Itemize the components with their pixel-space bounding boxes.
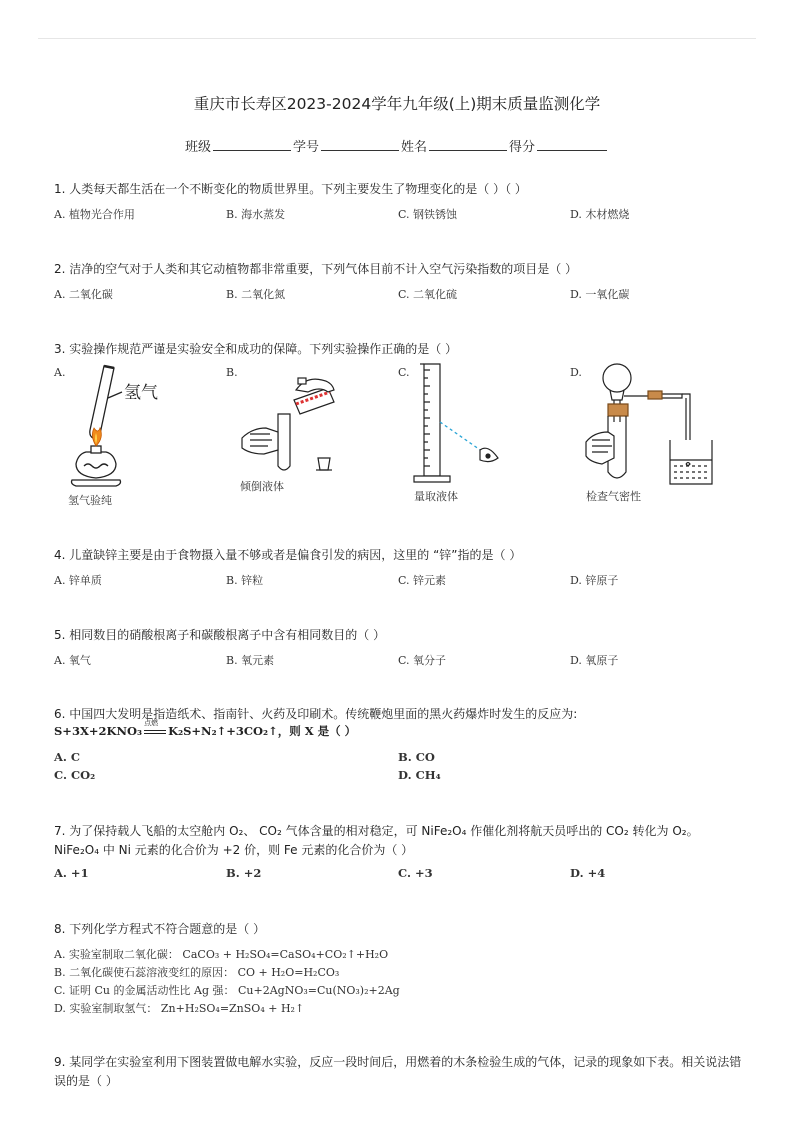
hydrogen-purity-test-illustration xyxy=(64,362,174,490)
page-title: 重庆市长寿区2023-2024学年九年级(上)期末质量监测化学 xyxy=(193,95,601,113)
q6-equation xyxy=(54,719,357,739)
student-info-line xyxy=(0,136,794,155)
hydrogen-tube-label: 氢气 xyxy=(124,383,158,403)
top-divider xyxy=(38,38,756,39)
q4-option-b[interactable]: B. 锌粒 xyxy=(226,574,264,587)
name-label: 姓名 xyxy=(401,140,428,155)
question-8-stem: 8. 下列化学方程式不符合题意的是（ ） xyxy=(54,922,266,936)
q6-option-b[interactable]: B. CO xyxy=(398,750,435,764)
student-id-blank[interactable] xyxy=(321,138,399,151)
q5-option-d[interactable]: D. 氧原子 xyxy=(570,654,619,667)
score-label: 得分 xyxy=(509,140,536,155)
q6-condition: 点燃 xyxy=(144,719,159,727)
q6-equation-arrow xyxy=(142,719,168,738)
q3-caption-b: 倾倒液体 xyxy=(240,480,284,493)
q6-equation-left: S+3X+2KNO₃ xyxy=(54,724,143,738)
question-7-stem-line-2: NiFe₂O₄ 中 Ni 元素的化合价为 +2 价，则 Fe 元素的化合价为（ ） xyxy=(54,843,414,857)
airtightness-test-illustration xyxy=(584,360,720,488)
question-4-stem: 4. 儿童缺锌主要是由于食物摄入量不够或者是偏食引发的病因，这里的 “锌”指的是（ ） xyxy=(54,548,522,562)
question-3-stem: 3. 实验操作规范严谨是实验安全和成功的保障。下列实验操作正确的是（ ） xyxy=(54,342,458,356)
question-6-stem: 6. 中国四大发明是指造纸术、指南针、火药及印刷术。传统鞭炮里面的黑火药爆炸时发生的反应为: xyxy=(54,707,578,721)
q5-option-a[interactable]: A. 氧气 xyxy=(54,654,91,667)
q1-option-b[interactable]: B. 海水蒸发 xyxy=(226,208,286,221)
q5-option-c[interactable]: C. 氧分子 xyxy=(398,654,447,667)
q7-option-b[interactable]: B. +2 xyxy=(226,866,262,880)
question-9-stem-line-2: 误的是（ ） xyxy=(54,1074,118,1088)
q7-option-c[interactable]: C. +3 xyxy=(398,866,433,880)
q3-caption-c: 量取液体 xyxy=(414,490,458,503)
q2-option-d[interactable]: D. 一氧化碳 xyxy=(570,288,630,301)
q7-option-d[interactable]: D. +4 xyxy=(570,866,606,880)
class-label: 班级 xyxy=(184,140,211,155)
question-9-stem-line-1: 9. 某同学在实验室利用下图装置做电解水实验，反应一段时间后，用燃着的木条检验生成的气体，记录的现象如下表。相关说法错 xyxy=(54,1055,742,1069)
q3-option-b-label[interactable]: B. xyxy=(226,366,238,379)
name-blank[interactable] xyxy=(429,138,507,151)
q8-option-b[interactable]: B. 二氧化碳使石蕊溶液变红的原因： CO + H₂O=H₂CO₃ xyxy=(54,966,340,979)
question-7-stem-line-1: 7. 为了保持载人飞船的太空舱内 O₂、 CO₂ 气体含量的相对稳定，可 NiFe₂O₄ 作催化剂将航天员呼出的 CO₂ 转化为 O₂。 xyxy=(54,824,699,838)
question-2-stem: 2. 洁净的空气对于人类和其它动植物都非常重要，下列气体目前不计入空气污染指数的项目是（ ） xyxy=(54,262,578,276)
score-blank[interactable] xyxy=(537,138,607,151)
question-5-stem: 5. 相同数目的硝酸根离子和碳酸根离子中含有相同数目的（ ） xyxy=(54,628,386,642)
q5-option-b[interactable]: B. 氧元素 xyxy=(226,654,275,667)
q1-option-d[interactable]: D. 木材燃烧 xyxy=(570,208,630,221)
q3-option-d-label[interactable]: D. xyxy=(570,366,582,379)
q3-caption-a: 氢气验纯 xyxy=(68,494,112,507)
q6-option-a[interactable]: A. C xyxy=(54,750,81,764)
q8-option-a[interactable]: A. 实验室制取二氧化碳： CaCO₃ + H₂SO₄=CaSO₄+CO₂↑+H₂O xyxy=(54,948,389,961)
q2-option-c[interactable]: C. 二氧化硫 xyxy=(398,288,458,301)
q2-option-b[interactable]: B. 二氧化氮 xyxy=(226,288,286,301)
q6-option-c[interactable]: C. CO₂ xyxy=(54,768,96,782)
q4-option-d[interactable]: D. 锌原子 xyxy=(570,574,619,587)
q2-option-a[interactable]: A. 二氧化碳 xyxy=(54,288,113,301)
q3-caption-d: 检查气密性 xyxy=(586,490,641,503)
student-id-label: 学号 xyxy=(292,140,319,155)
q6-option-d[interactable]: D. CH₄ xyxy=(398,768,441,782)
q3-option-c-label[interactable]: C. xyxy=(398,366,410,379)
q7-option-a[interactable]: A. +1 xyxy=(54,866,89,880)
q6-equation-right: K₂S+N₂↑+3CO₂↑，则 X 是（ ） xyxy=(168,724,357,738)
pouring-liquid-illustration xyxy=(236,362,346,480)
q4-option-c[interactable]: C. 锌元素 xyxy=(398,574,447,587)
q8-option-d[interactable]: D. 实验室制取氢气： Zn+H₂SO₄=ZnSO₄ + H₂↑ xyxy=(54,1002,305,1015)
q8-option-c[interactable]: C. 证明 Cu 的金属活动性比 Ag 强： Cu+2AgNO₃=Cu(NO₃)₂+2Ag xyxy=(54,984,400,997)
q4-option-a[interactable]: A. 锌单质 xyxy=(54,574,102,587)
q1-option-c[interactable]: C. 钢铁锈蚀 xyxy=(398,208,458,221)
q3-option-a-label[interactable]: A. xyxy=(54,366,66,379)
question-1-stem: 1. 人类每天都生活在一个不断变化的物质世界里。下列主要发生了物理变化的是（ ）（ ） xyxy=(54,182,527,196)
class-blank[interactable] xyxy=(213,138,291,151)
q1-option-a[interactable]: A. 植物光合作用 xyxy=(54,208,135,221)
measuring-cylinder-illustration xyxy=(410,362,510,486)
